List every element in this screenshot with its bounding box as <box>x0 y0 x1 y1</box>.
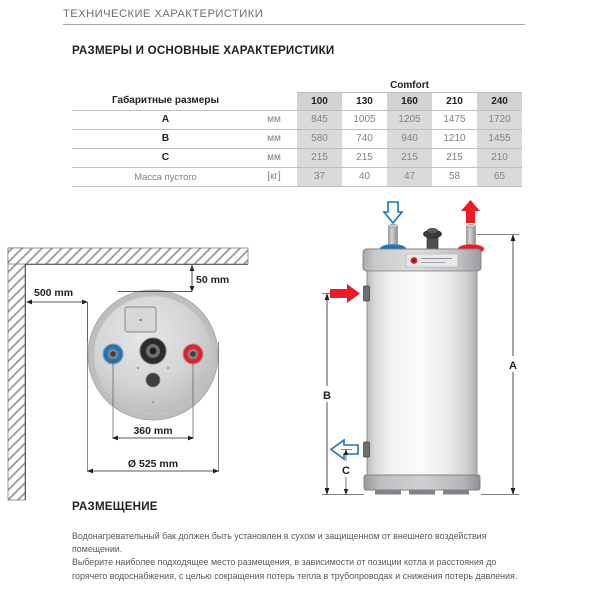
elevation-group <box>320 200 520 495</box>
cell-b-100: 580 <box>297 129 342 148</box>
cell-mass-240: 65 <box>477 167 522 186</box>
cell-mass-100: 37 <box>297 167 342 186</box>
col-header-240: 240 <box>477 92 522 110</box>
dim-500-arrow-left <box>26 300 32 305</box>
center-flue-port-bore <box>150 348 157 355</box>
table-row <box>72 148 522 167</box>
dim-50-arrow-down <box>190 286 195 292</box>
control-panel-dot <box>139 319 141 321</box>
mark-dot-left <box>137 367 139 369</box>
specifications-table <box>72 76 522 187</box>
center-fitting-cap <box>427 228 438 233</box>
col-header-210: 210 <box>432 92 477 110</box>
row-label-b: B <box>72 129 257 148</box>
technical-drawings <box>0 190 600 510</box>
cell-mass-210: 58 <box>432 167 477 186</box>
cell-c-160: 215 <box>387 148 432 167</box>
cell-a-130: 1005 <box>342 110 387 129</box>
table-row <box>72 167 522 186</box>
row-label-mass: Масса пустого <box>72 167 257 186</box>
brand-mark-center <box>413 259 416 262</box>
row-label-a: A <box>72 110 257 129</box>
col-header-160: 160 <box>387 92 432 110</box>
dim-50-arrow-up <box>190 265 195 271</box>
tank-foot-right <box>443 490 469 495</box>
placement-title: РАЗМЕЩЕНИЕ <box>72 500 158 513</box>
mark-dot-right <box>167 367 169 369</box>
row-unit-a: мм <box>257 110 297 129</box>
hot-outlet-pipe-top <box>467 224 476 227</box>
col-header-100: 100 <box>297 92 342 110</box>
dim-b-arrow-top <box>325 293 330 300</box>
drawings-svg <box>0 190 600 510</box>
dim-360-label: 360 mm <box>133 425 173 437</box>
lower-side-port <box>364 442 370 457</box>
cell-c-240: 210 <box>477 148 522 167</box>
cell-mass-130: 40 <box>342 167 387 186</box>
cell-a-210: 1475 <box>432 110 477 129</box>
row-unit-c: мм <box>257 148 297 167</box>
table-brand-row <box>72 76 522 92</box>
dim-500-label: 500 mm <box>34 287 74 299</box>
upper-side-port <box>364 286 370 301</box>
cell-c-210: 215 <box>432 148 477 167</box>
dim-c-arrow-bottom <box>344 489 348 495</box>
section-title: РАЗМЕРЫ И ОСНОВНЫЕ ХАРАКТЕРИСТИКИ <box>72 44 335 57</box>
wall-vertical-hatch <box>8 248 25 500</box>
page-title: ТЕХНИЧЕСКИЕ ХАРАКТЕРИСТИКИ <box>63 8 264 20</box>
dim-b-label: B <box>323 390 331 402</box>
dim-500-arrow-right <box>82 300 88 305</box>
hot-outlet-port-bore <box>190 351 195 356</box>
header-divider <box>63 24 525 25</box>
cell-c-100: 215 <box>297 148 342 167</box>
cell-mass-160: 47 <box>387 167 432 186</box>
cell-b-210: 1210 <box>432 129 477 148</box>
top-view-group <box>8 248 248 500</box>
table-row <box>72 129 522 148</box>
row-unit-b: мм <box>257 129 297 148</box>
cell-b-160: 940 <box>387 129 432 148</box>
lower-small-port <box>146 373 160 387</box>
cold-inlet-port-bore <box>110 351 115 356</box>
cell-c-130: 215 <box>342 148 387 167</box>
hot-water-out-arrow <box>461 200 480 223</box>
cold-water-in-arrow <box>384 202 402 223</box>
tank-body <box>367 271 477 475</box>
cell-a-240: 1720 <box>477 110 522 129</box>
page-header <box>63 8 525 25</box>
tank-foot-center <box>409 490 435 495</box>
dim-a-arrow-top <box>511 234 516 241</box>
dim-c-label: C <box>342 465 350 477</box>
placement-body <box>72 530 522 583</box>
wall-horizontal-hatch <box>8 248 248 264</box>
dim-a-label: A <box>509 360 517 372</box>
placement-paragraph-2: Выберите наиболее подходящее место размещения, в зависимости от позиции котла и расстояния до горячего водоснабжения, с целью сокращения потерь тепла в трубопроводах и снижения потерь давления. <box>72 557 518 581</box>
brand-label: Comfort <box>390 79 429 91</box>
table-row <box>72 110 522 129</box>
table-header-row <box>72 92 522 110</box>
tank-foot-left <box>375 490 401 495</box>
dim-b-arrow-bottom <box>325 488 330 495</box>
dim-525-arrow-left <box>87 469 93 474</box>
row-unit-mass: [кг] <box>257 167 297 186</box>
dim-525-label: Ø 525 mm <box>127 458 179 470</box>
dim-525-arrow-right <box>213 469 219 474</box>
cell-b-130: 740 <box>342 129 387 148</box>
placement-paragraph-1: Водонагревательный бак должен быть установлен в сухом и защищенном от внешнего воздействия помещении. <box>72 531 487 555</box>
cell-a-160: 1205 <box>387 110 432 129</box>
row-label-c: C <box>72 148 257 167</box>
tank-base-band <box>364 475 480 490</box>
dim-50-label: 50 mm <box>196 274 230 286</box>
cell-b-240: 1455 <box>477 129 522 148</box>
mark-dot-bottom <box>152 401 154 403</box>
dim-a-arrow-bottom <box>511 488 516 495</box>
cold-inlet-pipe-top <box>389 224 398 227</box>
dimensions-header-label: Габаритные размеры <box>72 92 257 110</box>
col-header-130: 130 <box>342 92 387 110</box>
cell-a-100: 845 <box>297 110 342 129</box>
